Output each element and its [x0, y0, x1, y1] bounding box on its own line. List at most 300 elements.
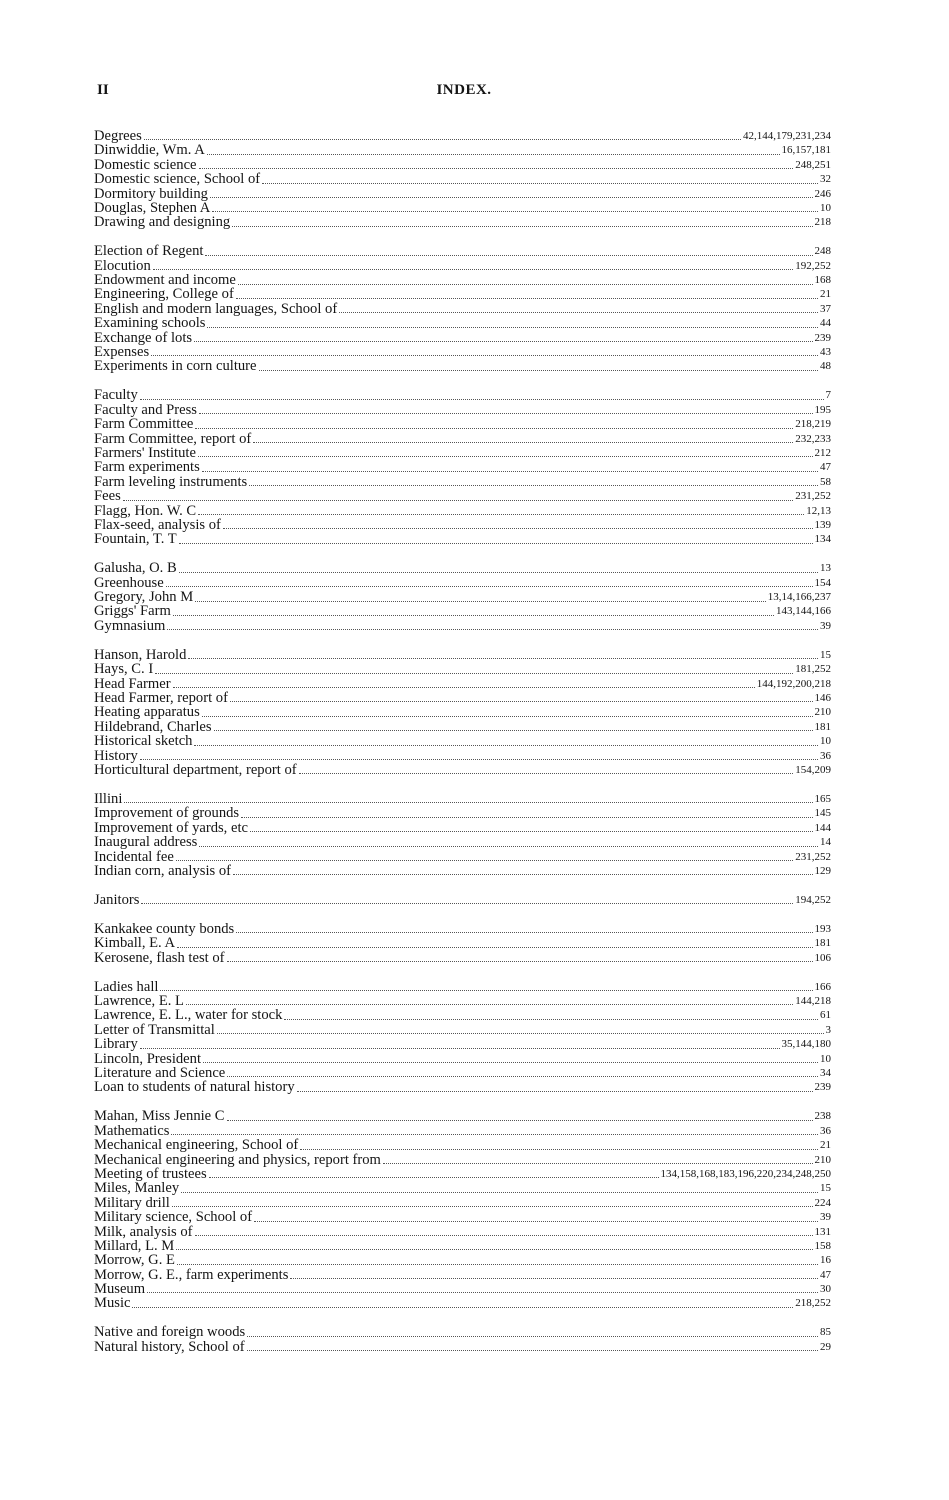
dot-leader — [236, 298, 818, 299]
entry-pages: 10 — [820, 201, 831, 214]
entry-term: Meeting of trustees — [94, 1165, 207, 1182]
entry-pages: 21 — [820, 288, 831, 301]
index-entry — [94, 1210, 831, 1224]
dot-leader — [214, 730, 813, 731]
entry-pages: 3 — [825, 1023, 831, 1036]
entry-term: Historical sketch — [94, 733, 193, 750]
entry-term: Farm Committee — [94, 416, 194, 433]
index-entry — [94, 576, 831, 590]
entry-term: Library — [94, 1036, 138, 1053]
index-entry — [94, 475, 831, 489]
entry-pages: 13,14,166,237 — [767, 591, 831, 604]
entry-term: Milk, analysis of — [94, 1223, 193, 1240]
index-section — [94, 388, 831, 546]
entry-pages: 16 — [820, 1254, 831, 1267]
entry-pages: 58 — [820, 475, 831, 488]
entry-pages: 139 — [814, 518, 831, 531]
index-entry — [94, 864, 831, 878]
entry-pages: 144 — [814, 821, 831, 834]
entry-pages: 210 — [814, 1153, 831, 1166]
index-entry — [94, 1181, 831, 1195]
entry-pages: 14 — [820, 836, 831, 849]
entry-pages: 181,252 — [795, 663, 831, 676]
entry-pages: 146 — [814, 692, 831, 705]
index-entry — [94, 446, 831, 460]
entry-term: Illini — [94, 790, 123, 807]
entry-term: Kimball, E. A — [94, 935, 176, 952]
index-entry — [94, 763, 831, 777]
entry-pages: 193 — [814, 922, 831, 935]
index-entry — [94, 1282, 831, 1296]
entry-pages: 15 — [820, 1182, 831, 1195]
dot-leader — [203, 1062, 818, 1063]
dot-leader — [160, 990, 812, 991]
index-entry — [94, 388, 831, 402]
dot-leader — [300, 1149, 818, 1150]
index-entry — [94, 1052, 831, 1066]
entry-pages: 166 — [814, 980, 831, 993]
entry-pages: 144,218 — [795, 995, 831, 1008]
index-entry — [94, 331, 831, 345]
entry-term: Indian corn, analysis of — [94, 862, 231, 879]
entry-term: Letter of Transmittal — [94, 1021, 215, 1038]
index-entry — [94, 1167, 831, 1181]
dot-leader — [186, 1004, 793, 1005]
index-entry — [94, 705, 831, 719]
entry-term: Hanson, Harold — [94, 646, 187, 663]
entry-term: Farm experiments — [94, 459, 200, 476]
index-entry — [94, 1066, 831, 1080]
entry-term: History — [94, 747, 138, 764]
dot-leader — [254, 1221, 818, 1222]
dot-leader — [179, 543, 813, 544]
index-entry — [94, 720, 831, 734]
entry-term: Horticultural department, report of — [94, 761, 297, 778]
dot-leader — [166, 586, 813, 587]
index-entry — [94, 749, 831, 763]
index-entry — [94, 143, 831, 157]
entry-pages: 246 — [814, 187, 831, 200]
dot-leader — [339, 312, 818, 313]
entry-term: Kerosene, flash test of — [94, 949, 225, 966]
entry-pages: 210 — [814, 706, 831, 719]
dot-leader — [249, 485, 818, 486]
dot-leader — [181, 1192, 818, 1193]
entry-term: Miles, Manley — [94, 1180, 180, 1197]
entry-pages: 192,252 — [795, 259, 831, 272]
entry-pages: 248 — [814, 245, 831, 258]
entry-pages: 231,252 — [795, 850, 831, 863]
index-entry — [94, 518, 831, 532]
dot-leader — [140, 1048, 780, 1049]
index-entry — [94, 1225, 831, 1239]
entry-term: Kankakee county bonds — [94, 920, 235, 937]
entry-term: Dinwiddie, Wm. A — [94, 142, 205, 159]
index-entry — [94, 1153, 831, 1167]
index-entry — [94, 489, 831, 503]
entry-pages: 218 — [814, 216, 831, 229]
entry-term: Ladies hall — [94, 978, 159, 995]
entry-term: Fees — [94, 488, 121, 505]
entry-term: Head Farmer, report of — [94, 690, 228, 707]
dot-leader — [212, 211, 818, 212]
index-entry — [94, 345, 831, 359]
entry-term: Exchange of lots — [94, 329, 193, 346]
entry-term: Janitors — [94, 891, 140, 908]
dot-leader — [227, 961, 813, 962]
entry-term: Hildebrand, Charles — [94, 718, 212, 735]
index-entry — [94, 994, 831, 1008]
entry-term: Native and foreign woods — [94, 1324, 246, 1341]
entry-term: Farm leveling instruments — [94, 473, 248, 490]
dot-leader — [227, 1076, 818, 1077]
index-entry — [94, 1080, 831, 1094]
entry-term: Mathematics — [94, 1122, 170, 1139]
entry-pages: 212 — [814, 446, 831, 459]
dot-leader — [262, 183, 818, 184]
dot-leader — [147, 1292, 818, 1293]
entry-term: Incidental fee — [94, 848, 174, 865]
index-entry — [94, 1268, 831, 1282]
index-section — [94, 129, 831, 230]
entry-pages: 224 — [814, 1196, 831, 1209]
index-entry — [94, 806, 831, 820]
entry-term: Mahan, Miss Jennie C — [94, 1108, 225, 1125]
dot-leader — [195, 1235, 813, 1236]
entry-pages: 239 — [814, 1081, 831, 1094]
index-entry — [94, 561, 831, 575]
dot-leader — [199, 413, 813, 414]
entry-pages: 154 — [814, 576, 831, 589]
index-entry — [94, 1124, 831, 1138]
dot-leader — [209, 1177, 659, 1178]
dot-leader — [199, 846, 818, 847]
index-entry — [94, 187, 831, 201]
index-entry — [94, 1037, 831, 1051]
entry-pages: 48 — [820, 360, 831, 373]
entry-term: Lawrence, E. L., water for stock — [94, 1007, 283, 1024]
entry-term: Fountain, T. T — [94, 531, 177, 548]
entry-term: English and modern languages, School of — [94, 300, 338, 317]
entry-pages: 36 — [820, 1124, 831, 1137]
entry-term: Flagg, Hon. W. C — [94, 502, 197, 519]
dot-leader — [253, 442, 793, 443]
entry-pages: 29 — [820, 1340, 831, 1353]
entry-term: Experiments in corn culture — [94, 358, 257, 375]
index-entry — [94, 158, 831, 172]
index-entry — [94, 835, 831, 849]
dot-leader — [177, 947, 812, 948]
entry-term: Flax-seed, analysis of — [94, 516, 221, 533]
dot-leader — [233, 874, 813, 875]
dot-leader — [232, 226, 812, 227]
dot-leader — [210, 197, 813, 198]
entry-term: Griggs' Farm — [94, 603, 171, 620]
index-entry — [94, 1196, 831, 1210]
dot-leader — [155, 673, 793, 674]
index-entry — [94, 734, 831, 748]
entry-term: Douglas, Stephen A — [94, 199, 211, 216]
index-entry — [94, 359, 831, 373]
index-entry — [94, 1253, 831, 1267]
dot-leader — [140, 759, 818, 760]
index-entry — [94, 288, 831, 302]
entry-term: Drawing and designing — [94, 214, 231, 231]
index-entry — [94, 1340, 831, 1354]
entry-pages: 85 — [820, 1326, 831, 1339]
dot-leader — [195, 428, 793, 429]
entry-pages: 61 — [820, 1009, 831, 1022]
index-entry — [94, 893, 831, 907]
entry-pages: 106 — [814, 951, 831, 964]
entry-pages: 218,252 — [795, 1297, 831, 1310]
dot-leader — [259, 370, 818, 371]
index-entry — [94, 244, 831, 258]
entry-pages: 131 — [814, 1225, 831, 1238]
entry-pages: 7 — [825, 389, 831, 402]
index-entry — [94, 1325, 831, 1339]
entry-pages: 47 — [820, 461, 831, 474]
entry-term: Millard, L. M — [94, 1237, 175, 1254]
index-entry — [94, 460, 831, 474]
dot-leader — [172, 1206, 813, 1207]
page-number: II — [97, 82, 109, 98]
entry-term: Election of Regent — [94, 243, 204, 260]
entry-pages: 143,144,166 — [776, 605, 831, 618]
entry-pages: 248,251 — [795, 158, 831, 171]
entry-term: Domestic science, School of — [94, 171, 261, 188]
entry-term: Mechanical engineering, School of — [94, 1137, 299, 1154]
dot-leader — [140, 399, 824, 400]
index-entry — [94, 1109, 831, 1123]
dot-leader — [202, 716, 813, 717]
entry-term: Faculty and Press — [94, 401, 197, 418]
entry-pages: 158 — [814, 1239, 831, 1252]
dot-leader — [383, 1163, 813, 1164]
dot-leader — [247, 1350, 818, 1351]
dot-leader — [207, 154, 780, 155]
index-entry — [94, 850, 831, 864]
dot-leader — [297, 1091, 813, 1092]
dot-leader — [144, 139, 741, 140]
entry-term: Inaugural address — [94, 834, 198, 851]
dot-leader — [198, 456, 813, 457]
index-entry — [94, 1138, 831, 1152]
dot-leader — [173, 687, 755, 688]
dot-leader — [167, 629, 818, 630]
dot-leader — [194, 745, 818, 746]
index-entry — [94, 172, 831, 186]
dot-leader — [207, 327, 818, 328]
entry-pages: 13 — [820, 562, 831, 575]
entry-term: Military drill — [94, 1194, 170, 1211]
entry-pages: 43 — [820, 346, 831, 359]
entry-pages: 39 — [820, 1211, 831, 1224]
index-entry — [94, 605, 831, 619]
dot-leader — [290, 1278, 818, 1279]
entry-pages: 10 — [820, 1052, 831, 1065]
dot-leader — [217, 1033, 824, 1034]
index-entry — [94, 980, 831, 994]
dot-leader — [236, 932, 812, 933]
index-entry — [94, 432, 831, 446]
dot-leader — [141, 903, 793, 904]
dot-leader — [198, 514, 804, 515]
dot-leader — [250, 831, 813, 832]
entry-term: Hays, C. I — [94, 661, 154, 678]
index-entry — [94, 316, 831, 330]
entry-term: Morrow, G. E — [94, 1252, 175, 1269]
dot-leader — [284, 1019, 818, 1020]
entry-pages: 35,144,180 — [781, 1038, 831, 1051]
entry-pages: 16,157,181 — [781, 144, 831, 157]
index-section — [94, 648, 831, 778]
entry-term: Natural history, School of — [94, 1338, 245, 1355]
index-section — [94, 1109, 831, 1310]
entry-term: Head Farmer — [94, 675, 171, 692]
index-entry — [94, 922, 831, 936]
dot-leader — [123, 500, 793, 501]
index-entry — [94, 619, 831, 633]
entry-pages: 232,233 — [795, 432, 831, 445]
index-section — [94, 792, 831, 878]
entry-term: Heating apparatus — [94, 704, 200, 721]
entry-term: Lincoln, President — [94, 1050, 202, 1067]
entry-term: Military science, School of — [94, 1209, 253, 1226]
index-section — [94, 1325, 831, 1354]
entry-pages: 34 — [820, 1067, 831, 1079]
dot-leader — [132, 1307, 793, 1308]
entry-term: Faculty — [94, 387, 138, 404]
entry-pages: 129 — [814, 864, 831, 877]
index-list — [94, 129, 831, 1354]
dot-leader — [238, 284, 813, 285]
entry-term: Domestic science — [94, 156, 197, 173]
index-section — [94, 922, 831, 965]
entry-pages: 42,144,179,231,234 — [743, 129, 831, 142]
index-entry — [94, 129, 831, 143]
index-entry — [94, 821, 831, 835]
dot-leader — [199, 168, 794, 169]
dot-leader — [124, 802, 812, 803]
index-entry — [94, 1296, 831, 1310]
index-entry — [94, 951, 831, 965]
entry-term: Endowment and income — [94, 272, 236, 289]
entry-term: Gregory, John M — [94, 589, 194, 606]
entry-term: Music — [94, 1295, 131, 1312]
index-section — [94, 893, 831, 907]
index-entry — [94, 201, 831, 215]
index-entry — [94, 677, 831, 691]
entry-pages: 145 — [814, 807, 831, 820]
dot-leader — [195, 601, 766, 602]
index-entry — [94, 302, 831, 316]
dot-leader — [173, 615, 774, 616]
index-entry — [94, 417, 831, 431]
dot-leader — [176, 860, 793, 861]
entry-term: Dormitory building — [94, 185, 208, 202]
entry-pages: 10 — [820, 735, 831, 748]
dot-leader — [194, 341, 812, 342]
index-entry — [94, 1008, 831, 1022]
entry-pages: 44 — [820, 317, 831, 330]
entry-pages: 195 — [814, 403, 831, 416]
entry-pages: 238 — [814, 1110, 831, 1123]
entry-term: Farmers' Institute — [94, 444, 196, 461]
index-entry — [94, 1239, 831, 1253]
entry-pages: 32 — [820, 173, 831, 186]
index-section — [94, 980, 831, 1095]
dot-leader — [153, 269, 794, 270]
entry-term: Galusha, O. B — [94, 560, 177, 577]
index-section — [94, 561, 831, 633]
index-entry — [94, 215, 831, 229]
entry-term: Morrow, G. E., farm experiments — [94, 1266, 289, 1283]
entry-term: Improvement of grounds — [94, 805, 240, 822]
index-entry — [94, 662, 831, 676]
index-entry — [94, 792, 831, 806]
entry-term: Loan to students of natural history — [94, 1079, 295, 1096]
entry-term: Expenses — [94, 344, 150, 361]
entry-pages: 165 — [814, 792, 831, 805]
index-entry — [94, 936, 831, 950]
entry-term: Engineering, College of — [94, 286, 234, 303]
entry-term: Literature and Science — [94, 1065, 226, 1081]
index-entry — [94, 259, 831, 273]
entry-term: Elocution — [94, 257, 151, 274]
index-entry — [94, 648, 831, 662]
index-entry — [94, 691, 831, 705]
entry-pages: 47 — [820, 1268, 831, 1281]
dot-leader — [230, 701, 813, 702]
page-title: INDEX. — [436, 82, 492, 98]
dot-leader — [227, 1120, 813, 1121]
entry-pages: 36 — [820, 749, 831, 762]
page-header — [97, 82, 831, 102]
entry-pages: 12,13 — [806, 504, 831, 517]
index-entry — [94, 1023, 831, 1037]
entry-pages: 168 — [814, 274, 831, 287]
entry-term: Museum — [94, 1281, 146, 1298]
entry-term: Gymnasium — [94, 617, 166, 634]
index-entry — [94, 504, 831, 518]
entry-pages: 15 — [820, 648, 831, 661]
entry-pages: 21 — [820, 1139, 831, 1152]
dot-leader — [241, 817, 812, 818]
entry-pages: 181 — [814, 937, 831, 950]
entry-pages: 231,252 — [795, 490, 831, 503]
index-entry — [94, 273, 831, 287]
entry-pages: 144,192,200,218 — [756, 677, 831, 690]
dot-leader — [151, 355, 818, 356]
index-entry — [94, 590, 831, 604]
dot-leader — [205, 255, 812, 256]
dot-leader — [247, 1336, 818, 1337]
dot-leader — [176, 1249, 812, 1250]
entry-pages: 181 — [814, 720, 831, 733]
entry-pages: 154,209 — [795, 763, 831, 776]
entry-term: Farm Committee, report of — [94, 430, 252, 447]
entry-pages: 218,219 — [795, 418, 831, 431]
entry-term: Mechanical engineering and physics, report from — [94, 1151, 381, 1168]
dot-leader — [202, 471, 818, 472]
index-entry — [94, 532, 831, 546]
entry-pages: 194,252 — [795, 893, 831, 906]
entry-pages: 134 — [814, 533, 831, 546]
entry-pages: 239 — [814, 331, 831, 344]
dot-leader — [299, 773, 794, 774]
index-entry — [94, 403, 831, 417]
